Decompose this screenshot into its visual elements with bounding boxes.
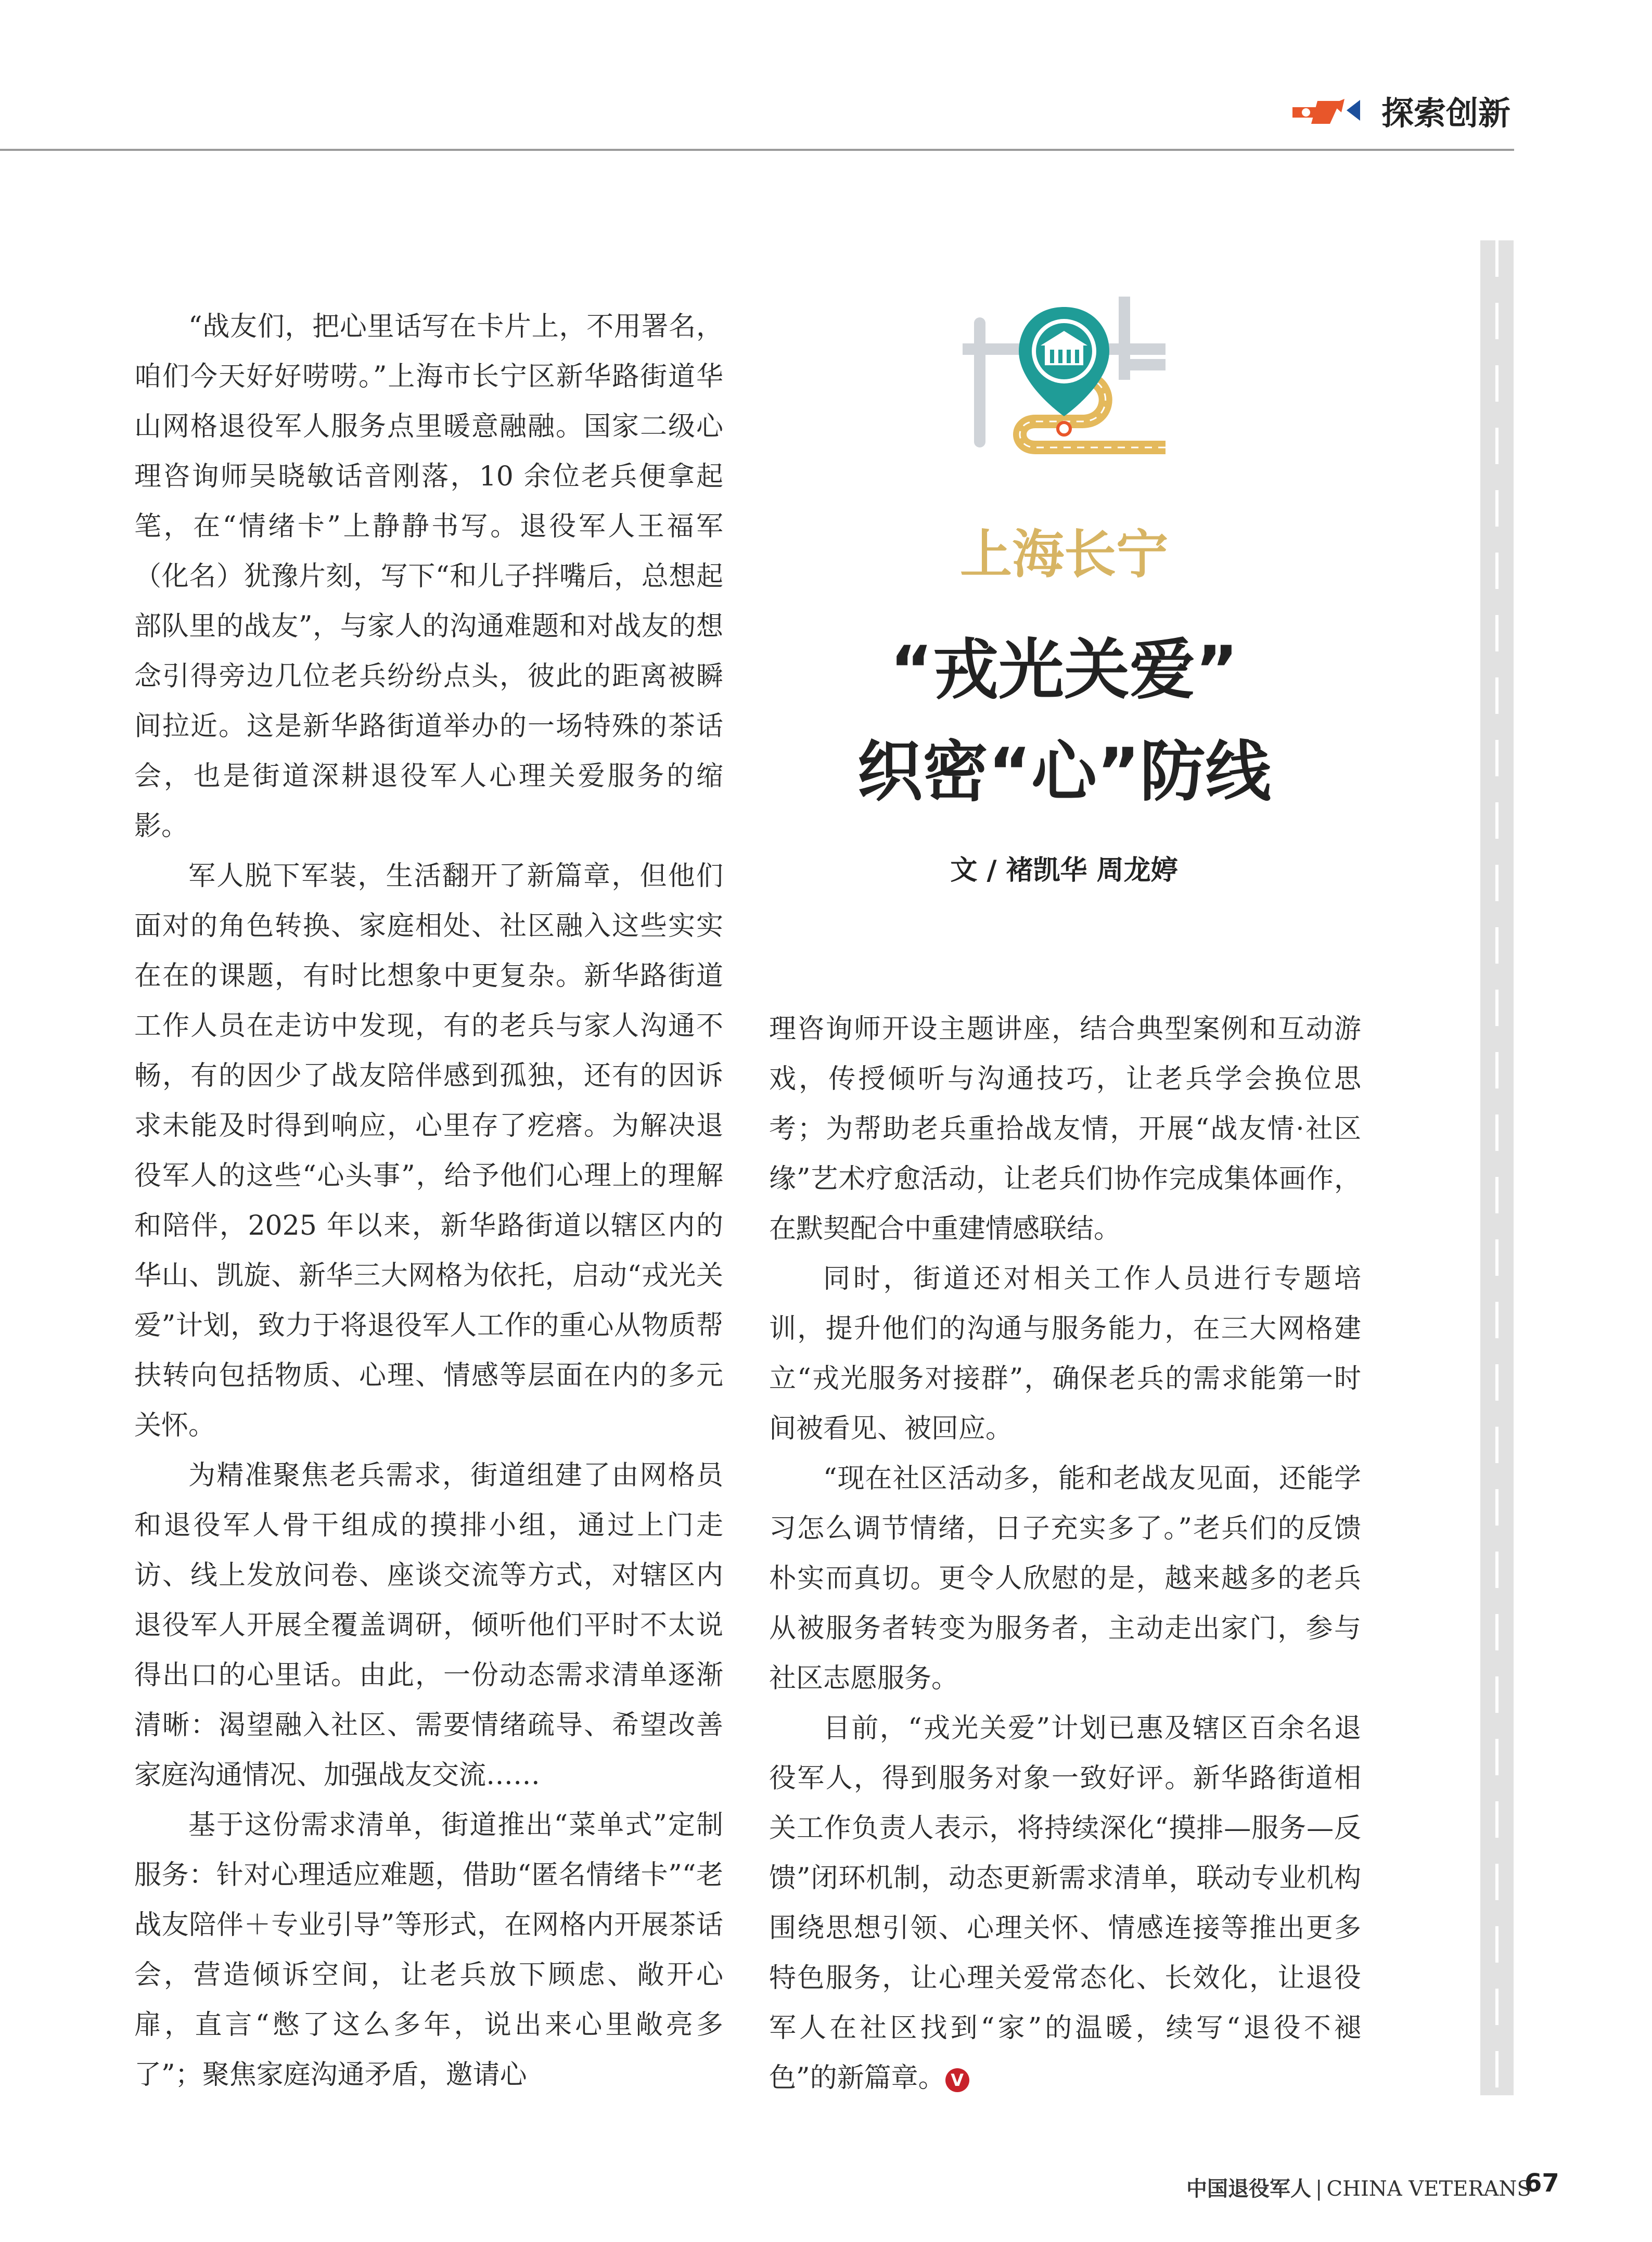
- footer-separator: |: [1315, 2177, 1323, 2201]
- title-line-1: “戎光关爱”: [890, 632, 1238, 708]
- header-divider: [0, 149, 1514, 151]
- paragraph: 军人脱下军装，生活翻开了新篇章，但他们面对的角色转换、家庭相处、社区融入这些实实在在的课题，有时比想象中更复杂。新华路街道工作人员在走访中发现，有的老兵与家人沟通不畅，有的因少了战友陪伴感到孤独，还有的因诉求未能及时得到响应，心里存了疙瘩。为解决退役军人的这些“心头事”，给予他们心理上的理解和陪伴，2025 年以来，新华路街道以辖区内的华山、凯旋、新华三大网格为依托，启动“戎光关爱”计划，致力于将退役军人工作的重心从物质帮扶转向包括物质、心理、情感等层面在内的多元关怀。: [134, 861, 723, 1441]
- body-column-left: [134, 302, 723, 2123]
- paragraph: 同时，街道还对相关工作人员进行专题培训，提升他们的沟通与服务能力，在三大网格建立“戎光服务对接群”，确保老兵的需求能第一时间被看见、被回应。: [769, 1263, 1361, 1444]
- district-subtitle: 上海长宁: [960, 524, 1168, 585]
- paragraph-text: 目前，“戎光关爱”计划已惠及辖区百余名退役军人，得到服务对象一致好评。新华路街道相关工作负责人表示，将持续深化“摸排—服务—反馈”闭环机制，动态更新需求清单，联动专业机构围绕思想引领、心理关怀、情感连接等推出更多特色服务，让心理关爱常态化、长效化，让退役军人在社区找到“家”的温暖，续写“退役不褪色”的新篇章。: [769, 1713, 1361, 2094]
- paragraph: [769, 1703, 1361, 2103]
- paragraph: “现在社区活动多，能和老战友见面，还能学习怎么调节情绪，日子充实多了。”老兵们的反馈朴实而真切。更令人欣慰的是，越来越多的老兵从被服务者转变为服务者，主动走出家门，参与社区志愿服务。: [769, 1463, 1361, 1694]
- body-column-right: [769, 1004, 1361, 2123]
- publication-english-name: CHINA VETERANS: [1326, 2177, 1531, 2201]
- page-number: 67: [1525, 2169, 1559, 2198]
- byline: 文 / 褚凯华 周龙婷: [950, 855, 1178, 886]
- paragraph: 为精准聚焦老兵需求，街道组建了由网格员和退役军人骨干组成的摸排小组，通过上门走访、线上发放问卷、座谈交流等方式，对辖区内退役军人开展全覆盖调研，倾听他们平时不太说得出口的心里话。由此，一份动态需求清单逐渐清晰：渴望融入社区、需要情绪疏导、希望改善家庭沟通情况、加强战友交流……: [134, 1460, 723, 1791]
- road-decoration: [1480, 240, 1514, 2095]
- publication-name: 中国退役军人: [1186, 2177, 1311, 2201]
- paragraph: 基于这份需求清单，街道推出“菜单式”定制服务：针对心理适应难题，借助“匿名情绪卡”“老战友陪伴＋专业引导”等形式，在网格内开展茶话会，营造倾诉空间，让老兵放下顾虑、敞开心扉，直言“憋了这么多年，说出来心里敞亮多了”；聚焦家庭沟通矛盾，邀请心: [134, 1810, 723, 2091]
- paragraph: “战友们，把心里话写在卡片上，不用署名，咱们今天好好唠唠。”上海市长宁区新华路街道华山网格退役军人服务点里暖意融融。国家二级心理咨询师吴晓敏话音刚落，10 余位老兵便拿起笔，在“情绪卡”上静静书写。退役军人王福军（化名）犹豫片刻，写下“和儿子拌嘴后，总想起部队里的战友”，与家人的沟通难题和对战友的想念引得旁边几位老兵纷纷点头，彼此的距离被瞬间拉近。这是新华路街道举办的一场特殊的茶话会，也是街道深耕退役军人心理关爱服务的缩影。: [134, 311, 723, 842]
- article-title: [780, 619, 1348, 823]
- map-pin-with-building-icon: [963, 297, 1166, 468]
- magazine-section-logo-icon: [1290, 92, 1374, 130]
- article-end-mark-icon: V: [945, 2068, 969, 2092]
- paragraph-continuation: 理咨询师开设主题讲座，结合典型案例和互动游戏，传授倾听与沟通技巧，让老兵学会换位思考；为帮助老兵重拾战友情，开展“战友情·社区缘”艺术疗愈活动，让老兵们协作完成集体画作，在默契配合中重建情感联结。: [769, 1014, 1361, 1245]
- section-label: 探索创新: [1381, 94, 1511, 132]
- footer-publication: [1186, 2172, 1531, 2202]
- title-line-2: 织密“心”防线: [857, 734, 1271, 810]
